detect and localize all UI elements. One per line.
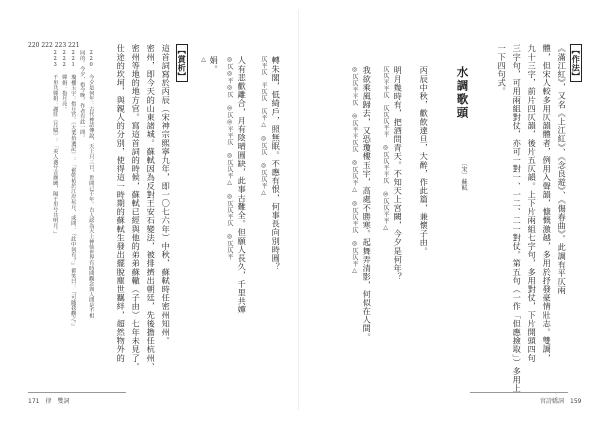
poem-preface: 丙辰中秋，歡飲達旦，大醉，作此篇，兼懷子由。 xyxy=(419,66,430,256)
poem-line: 人有悲歡離合，月有陰晴圓缺，此事古難全。但願人長久，千里共嬋 xyxy=(237,56,248,314)
tonal-pattern: ◎仄仄平平仄 ◎仄平平仄仄 ◎仄仄平△ ◎仄仄平仄 ◎仄仄平△ xyxy=(351,66,358,275)
zuofa-heading: 【作法】 xyxy=(571,46,582,81)
shangxi-line: 密州等地的地方官。寫這首詞的時候，蘇軾已經與他的弟弟蘇轍（子由）七年未見了。 xyxy=(131,44,142,371)
footnote-refs: 220 222 223 221 xyxy=(28,42,80,49)
tonal-pattern: 仄平仄 平仄仄 仄平△ ◎仄仄 ◎仄仄平△ xyxy=(260,56,267,197)
shangxi-line: 這首詞寫於丙辰（宋神宗熙寧九年，即一〇七六年）中秋，蘇軾時任密州知州。 xyxy=(161,44,172,345)
zuofa-line: 九十三字，前片四仄韻，後片五仄韻。上下片兩組七字句，多用對仗，下片開頭四句 xyxy=(527,44,538,363)
tonal-pattern: 仄仄平平仄 仄仄仄平平 ◎仄仄平平仄 ◎仄仄平平△ xyxy=(382,66,389,232)
poem-line: 我欲乘風歸去，又恐瓊樓玉宇，高處不勝寒。起舞弄清影，何似在人間。 xyxy=(362,66,373,342)
shangxi-line: 仕途的坎坷，與親人的分別，使得這一時期的蘇軾生發出擺脫塵世羈絆，超然物外的 xyxy=(116,44,127,363)
zuofa-line: 《滿江紅》，又名《上江紅》、《念良遊》、《傷春曲》。此調有平仄兩 xyxy=(557,44,568,295)
poem-line: 轉朱閣，低綺戶，照無眠。不應有恨，何事長向別時圓？ xyxy=(271,56,282,271)
poem-line: 明月幾時有，把酒問青天。不知天上宮闕，今夕是何年？ xyxy=(393,66,404,281)
poem-author: 〔宋〕蘇軾 xyxy=(460,160,467,191)
zuofa-line: 體，但宋人較多用仄韻體者，例用入聲韻，慷慨激越，多用於抒發豪情壯志。雙調， xyxy=(542,44,553,363)
shangxi-heading: 【賞析】 xyxy=(177,46,188,81)
zuofa-line: 三字句，可用兩組對仗，亦可一對一、一二、二一對仗。第五句（一作「但應撿取」）多用上 xyxy=(512,44,523,393)
tonal-pattern: △ xyxy=(200,56,207,64)
zuofa-line: 一下四句式。 xyxy=(497,44,508,96)
page-folio: 171 律 雙詞 xyxy=(28,398,70,405)
footnote: 222 嬋娟：指月亮。 xyxy=(61,50,68,112)
footnote: 223 千里共嬋娟：謝莊《月賦》：「美人邁兮音塵闕，隔千里兮共明月。」 xyxy=(52,50,59,237)
poem-title: 水調歌頭 xyxy=(455,66,470,120)
page-folio: 宮詩嬌詞 159 xyxy=(540,398,582,405)
footnote: 221 瓊樓玉宇：指月宮。《大業拾遺記》：「翟乾祐於江岸玩月，或問：『此中何有？』翟笑曰：『可隨我觀之。』 xyxy=(70,50,77,329)
footer-rule xyxy=(28,392,126,393)
page-fold xyxy=(298,10,299,410)
footnote: 同的。今夕，指今晚。作者有此一問。 xyxy=(79,50,86,141)
footnote: 220 今夕是何年：古代神話傳說，天上只三日，世間已千年。古人認為天上神仙世界有時間觀念與人間是不相 xyxy=(88,50,95,319)
tonal-pattern: ◎仄◎平◎仄 ◎仄◎平平仄 ◎仄仄平△ ◎仄仄平仄 ◎仄仄平 xyxy=(226,56,233,260)
shangxi-line: 密州，即今天的山東諸城。蘇軾因為反對王安石變法，被排擠出朝廷，先後擔任杭州、 xyxy=(146,44,157,371)
footer-rule xyxy=(470,392,568,393)
poem-line: 娟。 xyxy=(209,56,220,74)
